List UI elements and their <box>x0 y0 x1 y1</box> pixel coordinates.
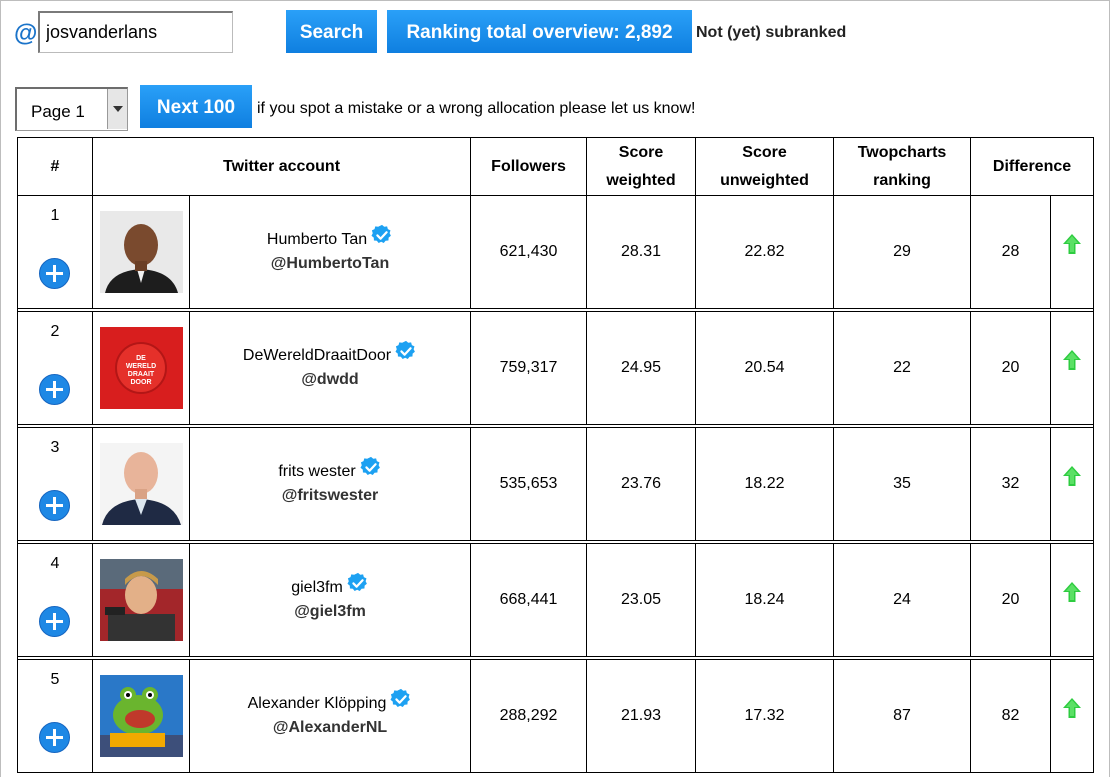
plus-circle-icon[interactable] <box>39 490 70 521</box>
plus-circle-icon[interactable] <box>39 374 70 405</box>
difference-cell: 32 <box>971 428 1051 541</box>
twopcharts-cell: 87 <box>834 660 971 773</box>
followers-cell: 668,441 <box>471 544 587 657</box>
green-up-arrow-icon <box>1061 697 1083 719</box>
difference-cell: 28 <box>971 196 1051 309</box>
header-line: unweighted <box>720 171 809 189</box>
twopcharts-cell: 35 <box>834 428 971 541</box>
rank-cell <box>18 196 93 309</box>
twopcharts-cell: 29 <box>834 196 971 309</box>
col-header-rank: # <box>18 138 93 196</box>
svg-text:DE: DE <box>135 355 146 362</box>
table-row <box>18 544 1094 657</box>
avatar <box>100 211 183 293</box>
avatar-cell[interactable] <box>93 428 190 541</box>
search-button[interactable]: Search <box>286 10 377 53</box>
trend-cell <box>1051 428 1094 541</box>
followers-cell: 621,430 <box>471 196 587 309</box>
score-weighted-cell: 21.93 <box>587 660 696 773</box>
avatar-logo <box>100 327 183 409</box>
score-weighted-cell: 23.76 <box>587 428 696 541</box>
account-info <box>190 456 470 505</box>
table-row <box>18 428 1094 541</box>
trend-cell <box>1051 544 1094 657</box>
search-input[interactable] <box>38 11 233 53</box>
plus-circle-icon[interactable] <box>39 258 70 289</box>
account-handle[interactable]: @fritswester <box>281 486 379 504</box>
at-icon: @ <box>14 20 38 47</box>
verified-badge-icon <box>390 688 412 710</box>
rank-number: 5 <box>50 671 60 688</box>
header-line: weighted <box>606 171 676 189</box>
score-unweighted-cell: 17.32 <box>696 660 834 773</box>
rank-number: 2 <box>50 323 60 340</box>
plus-circle-icon[interactable] <box>39 606 70 637</box>
followers-cell: 759,317 <box>471 312 587 425</box>
account-cell[interactable] <box>190 196 471 309</box>
rank-number: 3 <box>50 439 60 456</box>
col-header-account: Twitter account <box>93 138 471 196</box>
followers-cell: 288,292 <box>471 660 587 773</box>
difference-cell: 20 <box>971 544 1051 657</box>
account-handle[interactable]: @AlexanderNL <box>272 718 388 736</box>
account-cell[interactable] <box>190 312 471 425</box>
verified-badge-icon <box>347 572 369 594</box>
header-line: Twopcharts <box>857 143 947 161</box>
avatar <box>100 559 183 641</box>
account-cell[interactable] <box>190 660 471 773</box>
page-select[interactable] <box>15 87 128 131</box>
account-cell[interactable] <box>190 428 471 541</box>
green-up-arrow-icon <box>1061 349 1083 371</box>
account-info <box>190 572 470 621</box>
svg-text:DRAAIT: DRAAIT <box>127 371 154 378</box>
table-row <box>18 312 1094 425</box>
account-name: frits wester <box>278 462 356 480</box>
account-info <box>190 688 470 737</box>
header-line: Score <box>742 143 787 161</box>
account-handle[interactable]: @giel3fm <box>294 602 366 620</box>
score-weighted-cell: 28.31 <box>587 196 696 309</box>
col-header-twopcharts <box>834 138 971 196</box>
account-handle[interactable]: @dwdd <box>301 370 359 388</box>
followers-cell: 535,653 <box>471 428 587 541</box>
trend-cell <box>1051 196 1094 309</box>
account-name: giel3fm <box>291 578 343 596</box>
col-header-score-unweighted <box>696 138 834 196</box>
score-unweighted-cell: 18.24 <box>696 544 834 657</box>
account-name: Humberto Tan <box>266 230 368 248</box>
header-line: ranking <box>873 171 931 189</box>
next-100-button[interactable]: Next 100 <box>140 85 252 128</box>
svg-text:DOOR: DOOR <box>130 379 151 386</box>
verified-badge-icon <box>395 340 417 362</box>
chevron-down-icon[interactable] <box>107 89 127 129</box>
table-row <box>18 196 1094 309</box>
score-unweighted-cell: 20.54 <box>696 312 834 425</box>
difference-cell: 82 <box>971 660 1051 773</box>
difference-cell: 20 <box>971 312 1051 425</box>
rank-cell <box>18 428 93 541</box>
trend-cell <box>1051 660 1094 773</box>
col-header-followers: Followers <box>471 138 587 196</box>
account-name: DeWereldDraaitDoor <box>242 346 392 364</box>
rank-number: 1 <box>50 207 60 224</box>
avatar-cell[interactable] <box>93 196 190 309</box>
rank-number: 4 <box>50 555 60 572</box>
col-header-score-weighted <box>587 138 696 196</box>
header-line: Score <box>618 143 664 161</box>
avatar-cell[interactable] <box>93 660 190 773</box>
trend-cell <box>1051 312 1094 425</box>
score-weighted-cell: 23.05 <box>587 544 696 657</box>
ranking-table <box>17 137 1094 773</box>
ranking-overview-button[interactable]: Ranking total overview: 2,892 <box>387 10 692 53</box>
col-header-difference: Difference <box>971 138 1094 196</box>
avatar-cell[interactable] <box>93 544 190 657</box>
twopcharts-cell: 24 <box>834 544 971 657</box>
account-handle[interactable]: @HumbertoTan <box>270 254 390 272</box>
table-header-row <box>18 138 1094 196</box>
plus-circle-icon[interactable] <box>39 722 70 753</box>
verified-badge-icon <box>360 456 382 478</box>
green-up-arrow-icon <box>1061 465 1083 487</box>
avatar <box>100 675 183 757</box>
account-info <box>190 224 470 273</box>
green-up-arrow-icon <box>1061 233 1083 255</box>
score-unweighted-cell: 18.22 <box>696 428 834 541</box>
account-info <box>190 340 470 389</box>
green-up-arrow-icon <box>1061 581 1083 603</box>
avatar <box>100 443 183 525</box>
table-row <box>18 660 1094 773</box>
account-cell[interactable] <box>190 544 471 657</box>
feedback-notice: if you spot a mistake or a wrong allocation please let us know! <box>257 100 696 117</box>
rank-cell <box>18 312 93 425</box>
score-unweighted-cell: 22.82 <box>696 196 834 309</box>
subranked-status: Not (yet) subranked <box>696 24 847 41</box>
score-weighted-cell: 24.95 <box>587 312 696 425</box>
account-name: Alexander Klöpping <box>247 694 387 712</box>
verified-badge-icon <box>371 224 393 246</box>
avatar-cell[interactable] <box>93 312 190 425</box>
twopcharts-cell: 22 <box>834 312 971 425</box>
rank-cell <box>18 660 93 773</box>
page-select-value: Page 1 <box>31 102 85 121</box>
svg-text:WERELD: WERELD <box>125 363 156 370</box>
rank-cell <box>18 544 93 657</box>
